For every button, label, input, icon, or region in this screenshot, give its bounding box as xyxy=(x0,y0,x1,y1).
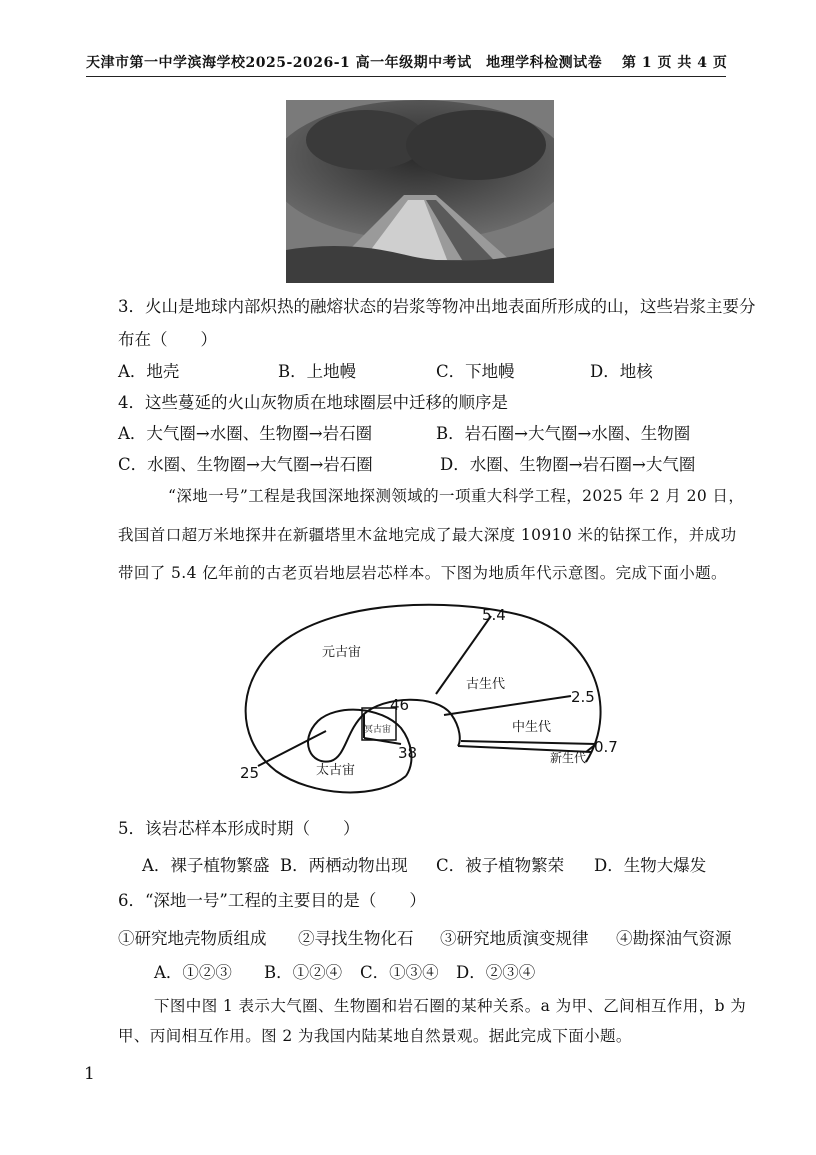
q3-option-b: B．上地幔 xyxy=(278,362,357,381)
divider-25 xyxy=(258,731,326,766)
q3-stem-line2: 布在（ ） xyxy=(118,330,217,349)
q6-item-1: ①研究地壳物质组成 xyxy=(118,929,267,948)
label-archean: 太古宙 xyxy=(316,763,356,778)
q5-option-b: B．两栖动物出现 xyxy=(280,856,408,875)
q3-option-a: A．地壳 xyxy=(118,362,180,381)
label-2.5: 2.5 xyxy=(571,688,595,706)
q6-item-2: ②寻找生物化石 xyxy=(298,929,414,948)
label-proterozoic: 元古宙 xyxy=(322,645,362,660)
q3-stem-line1: 3．火山是地球内部炽热的融熔状态的岩浆等物冲出地表面所形成的山，这些岩浆主要分 xyxy=(118,297,756,316)
passage1-line2: 我国首口超万米地探井在新疆塔里木盆地完成了最大深度 10910 米的钻探工作，并成功 xyxy=(118,526,737,544)
q6-stem: 6．“深地一号”工程的主要目的是（ ） xyxy=(118,891,426,910)
q6-item-3: ③研究地质演变规律 xyxy=(440,929,589,948)
label-25: 25 xyxy=(240,764,260,782)
q4-option-c: C．水圈、生物圈→大气圈→岩石圈 xyxy=(118,455,373,474)
label-paleozoic: 古生代 xyxy=(466,677,506,692)
q5-option-d: D．生物大爆发 xyxy=(594,856,707,875)
q6-option-d: D．②③④ xyxy=(456,963,536,982)
spiral-band-bottom xyxy=(461,741,596,744)
q6-option-c: C．①③④ xyxy=(360,963,439,982)
passage2-line2: 甲、丙间相互作用。图 2 为我国内陆某地自然景观。据此完成下面小题。 xyxy=(118,1027,632,1045)
label-38: 38 xyxy=(398,744,418,762)
divider-2.5 xyxy=(444,696,571,715)
q5-option-c: C．被子植物繁荣 xyxy=(436,856,565,875)
volcano-photo xyxy=(286,100,554,283)
label-46: 46 xyxy=(390,696,410,714)
geologic-time-diagram xyxy=(236,596,626,806)
q4-option-b: B．岩石圈→大气圈→水圈、生物圈 xyxy=(436,424,691,443)
q6-item-4: ④勘探油气资源 xyxy=(616,929,732,948)
q5-stem: 5．该岩芯样本形成时期（ ） xyxy=(118,819,360,838)
label-0.7: 0.7 xyxy=(594,738,618,756)
q4-option-a: A．大气圈→水圈、生物圈→岩石圈 xyxy=(118,424,373,443)
label-hadean: 冥古宙 xyxy=(364,725,392,735)
page-number: 1 xyxy=(84,1064,95,1084)
label-5.4: 5.4 xyxy=(482,606,506,624)
q5-option-a: A．裸子植物繁盛 xyxy=(142,856,270,875)
q3-option-d: D．地核 xyxy=(590,362,653,381)
page-header: 天津市第一中学滨海学校2025-2026-1 高一年级期中考试 地理学科检测试卷 第 1 页 共 4 页 xyxy=(86,52,726,77)
q3-option-c: C．下地幔 xyxy=(436,362,515,381)
label-mesozoic: 中生代 xyxy=(512,720,552,735)
q6-option-b: B．①②④ xyxy=(264,963,343,982)
passage1-line1: “深地一号”工程是我国深地探测领域的一项重大科学工程，2025 年 2 月 20 日， xyxy=(168,487,745,505)
label-cenozoic: 新生代 xyxy=(550,751,587,765)
q4-stem: 4．这些蔓延的火山灰物质在地球圈层中迁移的顺序是 xyxy=(118,393,508,412)
passage2-line1: 下图中图 1 表示大气圈、生物圈和岩石圈的某种关系。a 为甲、乙间相互作用，b 为 xyxy=(154,997,747,1015)
q4-option-d: D．水圈、生物圈→岩石圈→大气圈 xyxy=(440,455,696,474)
q6-option-a: A．①②③ xyxy=(154,963,232,982)
passage1-line3: 带回了 5.4 亿年前的古老页岩地层岩芯样本。下图为地质年代示意图。完成下面小题。 xyxy=(118,564,727,582)
